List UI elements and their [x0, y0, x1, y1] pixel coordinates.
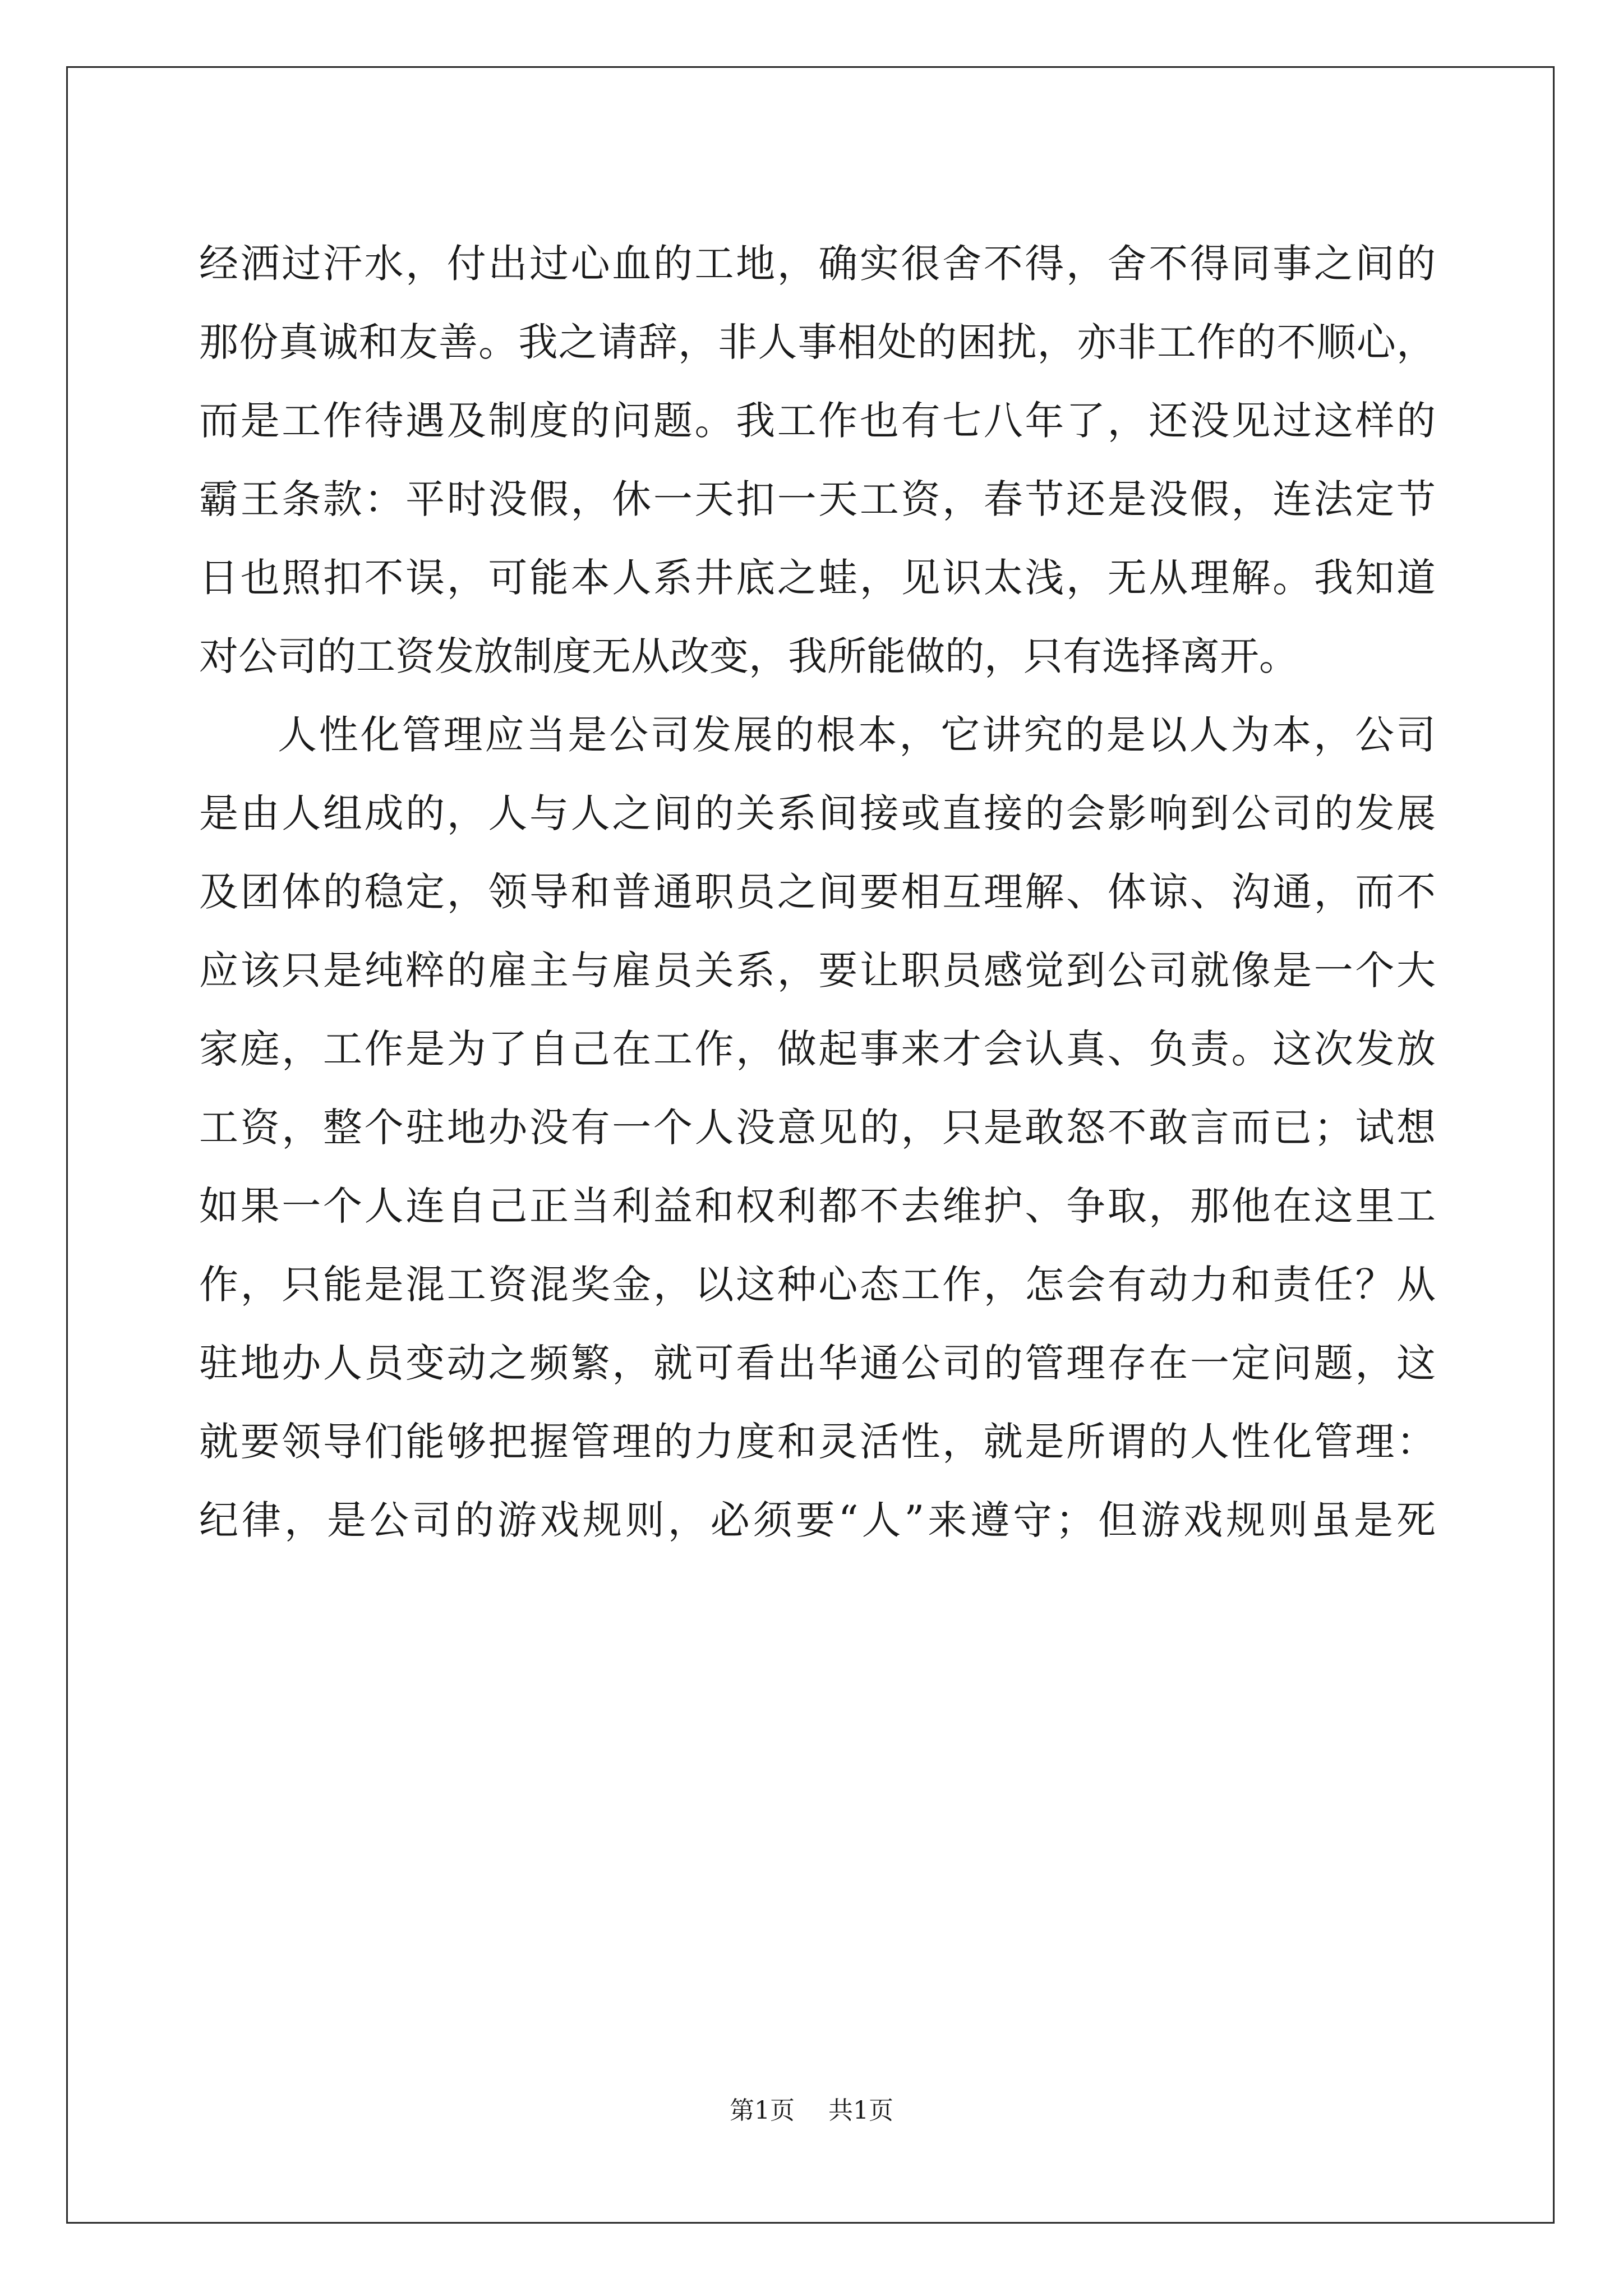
page-number: 第1页 — [730, 2096, 795, 2125]
text-line: 应该只是纯粹的雇主与雇员关系，要让职员感觉到公司就像是一个大 — [199, 947, 1436, 993]
text-line: 驻地办人员变动之频繁，就可看出华通公司的管理存在一定问题，这 — [199, 1340, 1436, 1386]
text-line: 家庭，工作是为了自己在工作，做起事来才会认真、负责。这次发放 — [199, 1026, 1436, 1072]
text-line: 就要领导们能够把握管理的力度和灵活性，就是所谓的人性化管理： — [199, 1419, 1436, 1465]
text-line: 而是工作待遇及制度的问题。我工作也有七八年了，还没见过这样的 — [199, 398, 1436, 444]
text-line: 及团体的稳定，领导和普通职员之间要相互理解、体谅、沟通，而不 — [199, 869, 1436, 915]
text-line: 工资，整个驻地办没有一个人没意见的，只是敢怒不敢言而已；试想 — [199, 1105, 1436, 1151]
text-line: 纪律，是公司的游戏规则，必须要“人”来遵守；但游戏规则虽是死 — [199, 1497, 1436, 1543]
page-footer — [0, 2094, 1623, 2128]
document-body — [199, 224, 1436, 1559]
text-line: 如果一个人连自己正当利益和权利都不去维护、争取，那他在这里工 — [199, 1183, 1436, 1229]
text-line: 经洒过汗水，付出过心血的工地，确实很舍不得，舍不得同事之间的 — [199, 241, 1436, 287]
paragraph-2 — [199, 696, 1436, 1559]
text-line: 日也照扣不误，可能本人系井底之蛙，见识太浅，无从理解。我知道 — [199, 555, 1436, 601]
text-line: 那份真诚和友善。我之请辞，非人事相处的困扰，亦非工作的不顺心， — [199, 319, 1436, 365]
paragraph-1 — [199, 224, 1436, 696]
text-line: 人性化管理应当是公司发展的根本，它讲究的是以人为本，公司 — [278, 712, 1436, 758]
page-total: 共1页 — [828, 2096, 893, 2125]
text-line: 对公司的工资发放制度无从改变，我所能做的，只有选择离开。 — [199, 633, 1298, 679]
text-line: 是由人组成的，人与人之间的关系间接或直接的会影响到公司的发展 — [199, 790, 1436, 836]
text-line: 霸王条款：平时没假，休一天扣一天工资，春节还是没假，连法定节 — [199, 476, 1436, 522]
text-line: 作，只能是混工资混奖金，以这种心态工作，怎会有动力和责任？从 — [199, 1262, 1436, 1308]
